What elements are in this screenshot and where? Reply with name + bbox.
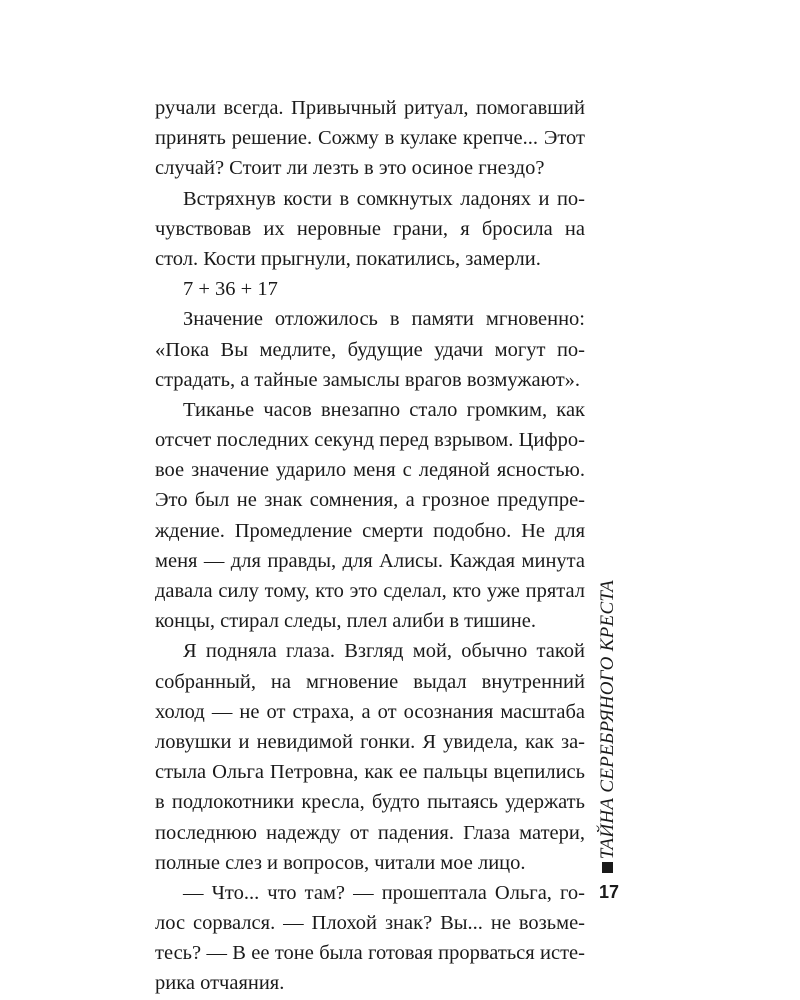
text-line: рика отчаяния.	[155, 972, 285, 995]
text-line: давала силу тому, кто это сделал, кто уже прятал	[155, 580, 585, 602]
text-line: меня — для правды, для Алисы. Каждая минута	[155, 549, 585, 572]
text-line: принять решение. Сожму в кулаке крепче... Этот	[155, 127, 585, 150]
text-line: ждение. Промедление смерти подобно. Не для	[155, 519, 585, 542]
text-line: собранный, на мгновение выдал внутренний	[155, 670, 585, 693]
text-line: ловушки и невидимой гонки. Я увидела, как за-	[155, 730, 585, 753]
running-head-title: ТАЙНА СЕРЕБРЯНОГО КРЕСТА	[597, 580, 618, 860]
text-line: в подлокотники кресла, будто пытаясь удержать	[155, 791, 585, 814]
text-line: Это был не знак сомнения, а грозное предупре-	[155, 489, 585, 512]
text-line: отсчет последних секунд перед взрывом. Цифро-	[155, 429, 585, 452]
text-line: случай? Стоит ли лезть в это осиное гнездо?	[155, 157, 545, 180]
text-line: Я подняла глаза. Взгляд мой, обычно такой	[183, 640, 585, 663]
running-head	[587, 580, 629, 860]
text-line: лос сорвался. — Плохой знак? Вы... не возьме-	[155, 912, 585, 935]
page-number: 17	[598, 882, 620, 902]
text-line: последнюю надежду от падения. Глаза матери,	[155, 821, 585, 844]
square-marker-icon	[602, 862, 613, 873]
text-line: чувствовав их неровные грани, я бросила на	[155, 217, 585, 240]
text-line: — Что... что там? — прошептала Ольга, го-	[183, 881, 585, 904]
text-line: страдать, а тайные замыслы врагов возмужают».	[155, 368, 581, 391]
text-line: Тиканье часов внезапно стало громким, как	[183, 398, 585, 421]
text-line: 7 + 36 + 17	[183, 278, 278, 301]
text-line: стыла Ольга Петровна, как ее пальцы вцепились	[155, 761, 585, 784]
text-line: концы, стирал следы, плел алиби в тишине.	[155, 610, 537, 633]
text-line: стол. Кости прыгнули, покатились, замерли.	[155, 247, 541, 270]
text-line: вое значение ударило меня с ледяной ясностью.	[155, 459, 585, 482]
text-line: холод — не от страха, а от осознания масштаба	[155, 700, 585, 723]
body-text	[155, 93, 585, 999]
text-line: Значение отложилось в памяти мгновенно:	[183, 308, 585, 331]
text-line: полные слез и вопросов, читали мое лицо.	[155, 851, 526, 874]
text-line: Встряхнув кости в сомкнутых ладонях и по-	[183, 187, 585, 210]
text-line: тесь? — В ее тоне была готовая прорваться исте-	[155, 942, 585, 965]
text-line: ручали всегда. Привычный ритуал, помогавший	[155, 97, 585, 119]
text-line: «Пока Вы медлите, будущие удачи могут по-	[155, 338, 585, 361]
